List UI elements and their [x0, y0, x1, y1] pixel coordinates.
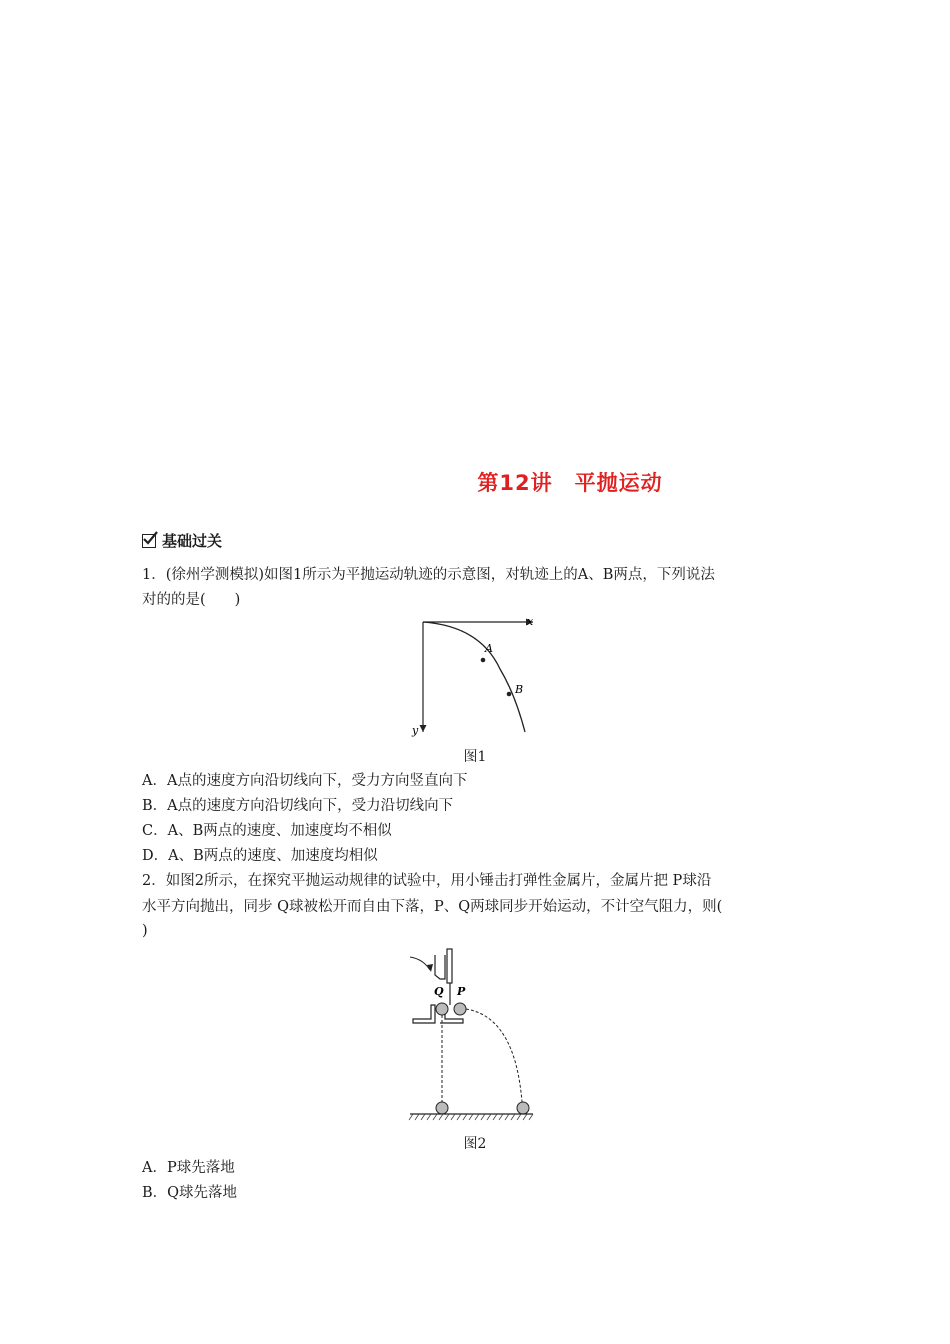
- point-b-label: B: [515, 683, 524, 696]
- checkmark-icon: [142, 534, 156, 548]
- q1-option-a[interactable]: A．A点的速度方向沿切线向下，受力方向竖直向下: [142, 773, 468, 789]
- ball-q-label: Q: [434, 985, 444, 998]
- ball-p-landed: [517, 1102, 529, 1114]
- lecture-topic: 平抛运动: [574, 471, 663, 495]
- point-a-marker: [481, 658, 486, 663]
- q1-option-d[interactable]: D．A、B两点的速度、加速度均相似: [142, 848, 378, 864]
- figure-2-apparatus: [405, 945, 540, 1125]
- q1-option-b[interactable]: B．A点的速度方向沿切线向下，受力沿切线向下: [142, 798, 454, 814]
- hammer-arrow: [410, 957, 430, 970]
- q1-option-c[interactable]: C．A、B两点的速度、加速度均不相似: [142, 823, 392, 839]
- lecture-number: 第12讲: [477, 471, 553, 495]
- q1-stem-line2: 对的的是( ): [142, 592, 241, 608]
- ball-p-start: [454, 1003, 466, 1015]
- ball-q-landed: [436, 1102, 448, 1114]
- hammer: [435, 955, 445, 979]
- figure-1-caption: 图1: [463, 749, 487, 765]
- y-axis-label: y: [412, 724, 419, 737]
- figure-2-caption: 图2: [463, 1136, 487, 1152]
- page-title: [0, 467, 950, 497]
- x-axis-label: x: [527, 615, 534, 628]
- trajectory-curve: [423, 622, 525, 732]
- point-b-marker: [507, 692, 512, 697]
- ball-q-start: [436, 1003, 448, 1015]
- q2-option-a[interactable]: A．P球先落地: [142, 1160, 235, 1176]
- left-stand: [413, 1005, 435, 1023]
- q2-stem-line1: 2．如图2所示，在探究平抛运动规律的试验中，用小锤击打弹性金属片，金属片把 P球沿: [142, 873, 712, 889]
- ball-p-path: [466, 1009, 522, 1102]
- elastic-metal-sheet: [447, 949, 452, 983]
- ground-hatching: [409, 1114, 533, 1120]
- q1-stem-line1: 1．(徐州学测模拟)如图1所示为平抛运动轨迹的示意图，对轨迹上的A、B两点，下列说法: [142, 567, 715, 583]
- q2-stem-line2: 水平方向抛出，同步 Q球被松开而自由下落，P、Q两球同步开始运动，不计空气阻力，则(: [142, 899, 723, 915]
- section-label: 基础过关: [162, 532, 223, 550]
- ball-p-label: P: [457, 985, 466, 998]
- figure-1-trajectory: [405, 614, 545, 739]
- arrowhead-icon: [427, 964, 433, 972]
- section-heading: [142, 530, 222, 551]
- q2-option-b[interactable]: B．Q球先落地: [142, 1185, 238, 1201]
- q2-stem-line3: ): [142, 923, 148, 939]
- point-a-label: A: [485, 642, 493, 655]
